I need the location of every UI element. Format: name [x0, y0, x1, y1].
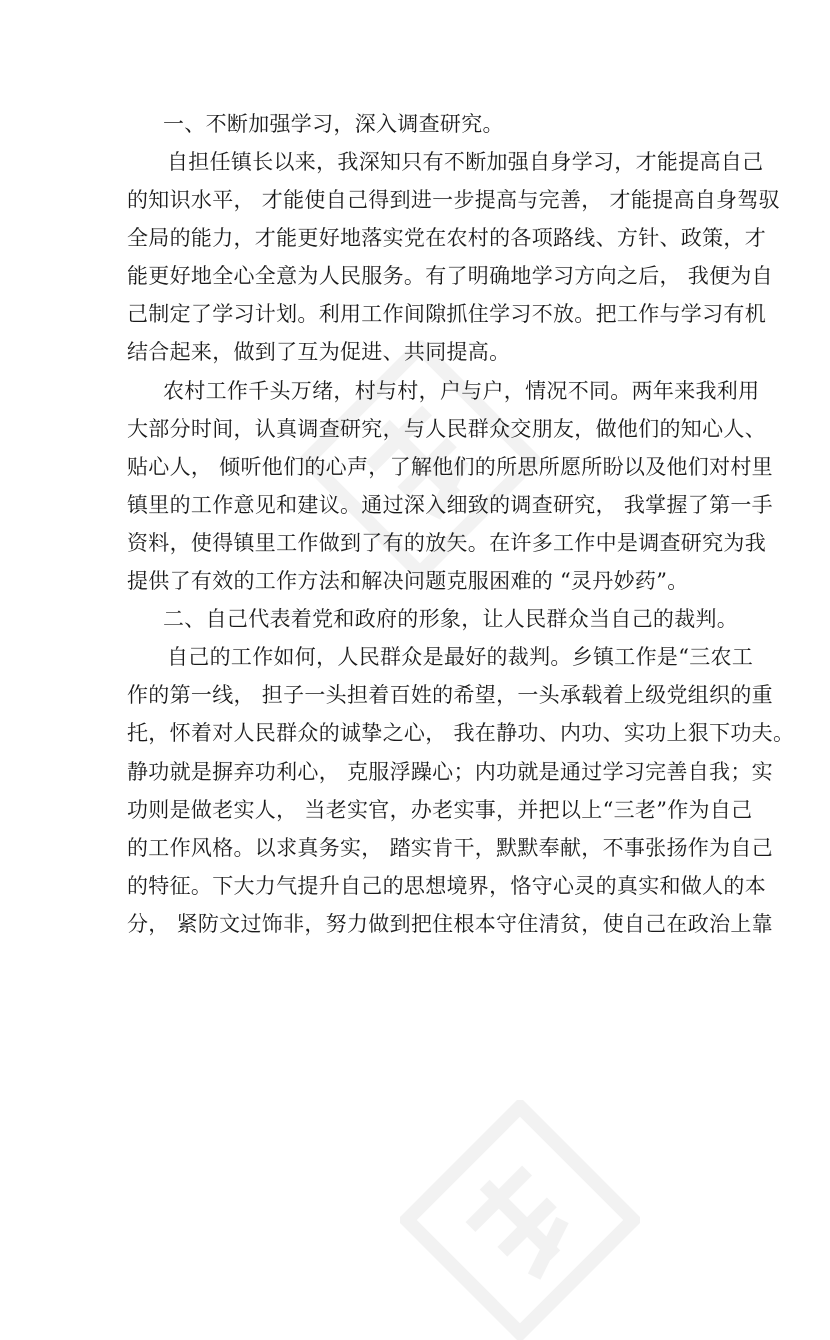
- paragraph-line: 作的第一线， 担子一头担着百姓的希望，一头承载着上级党组织的重: [127, 683, 773, 707]
- paragraph-line: 托，怀着对人民群众的诚挚之心， 我在静功、内功、实功上狠下功夫。: [127, 721, 795, 745]
- paragraph-line: 功则是做老实人， 当老实官，办老实事，并把以上“三老”作为自己: [127, 798, 753, 822]
- paragraph-line: 自担任镇长以来，我深知只有不断加强自身学习，才能提高自己: [167, 150, 764, 174]
- paragraph-line: 自己的工作如何，人民群众是最好的裁判。乡镇工作是“三农工: [167, 645, 754, 669]
- paragraph-line: 己制定了学习计划。利用工作间隙抓住学习不放。把工作与学习有机: [127, 302, 766, 326]
- paragraph-line: 分， 紧防文过饰非，努力做到把住根本守住清贫，使自己在政治上靠: [127, 912, 773, 936]
- paragraph-line: 大部分时间，认真调查研究，与人民群众交朋友，做他们的知心人、: [127, 417, 766, 441]
- paragraph-line: 能更好地全心全意为人民服务。有了明确地学习方向之后， 我便为自: [127, 264, 773, 288]
- paragraph-line: 的知识水平， 才能使自己得到进一步提高与完善， 才能提高自身驾驭: [127, 188, 780, 212]
- paragraph-line: 结合起来，做到了互为促进、共同提高。: [127, 340, 511, 364]
- paragraph-line: 的特征。下大力气提升自己的思想境界，恪守心灵的真实和做人的本: [127, 874, 766, 898]
- watermark-logo-icon: [400, 1100, 640, 1340]
- paragraph-line: 资料，使得镇里工作做到了有的放矢。在许多工作中是调查研究为我: [127, 531, 766, 555]
- paragraph-line: 全局的能力，才能更好地落实党在农村的各项路线、方针、政策，才: [127, 226, 766, 250]
- paragraph-line: 静功就是摒弃功利心， 克服浮躁心；内功就是通过学习完善自我；实: [127, 760, 773, 784]
- section-heading-1: 一、不断加强学习，深入调查研究。: [163, 112, 504, 136]
- paragraph-line: 贴心人， 倾听他们的心声，了解他们的所思所愿所盼以及他们对村里: [127, 455, 773, 479]
- section-heading-2: 二、自己代表着党和政府的形象，让人民群众当自己的裁判。: [163, 607, 739, 631]
- paragraph-line: 的工作风格。以求真务实， 踏实肯干，默默奉献，不事张扬作为自己: [127, 836, 773, 860]
- paragraph-line: 提供了有效的工作方法和解决问题克服困难的 “灵丹妙药”。: [127, 569, 689, 593]
- paragraph-line: 镇里的工作意见和建议。通过深入细致的调查研究， 我掌握了第一手: [127, 493, 773, 517]
- paragraph-line: 农村工作千头万绪，村与村，户与户，情况不同。两年来我利用: [163, 379, 760, 403]
